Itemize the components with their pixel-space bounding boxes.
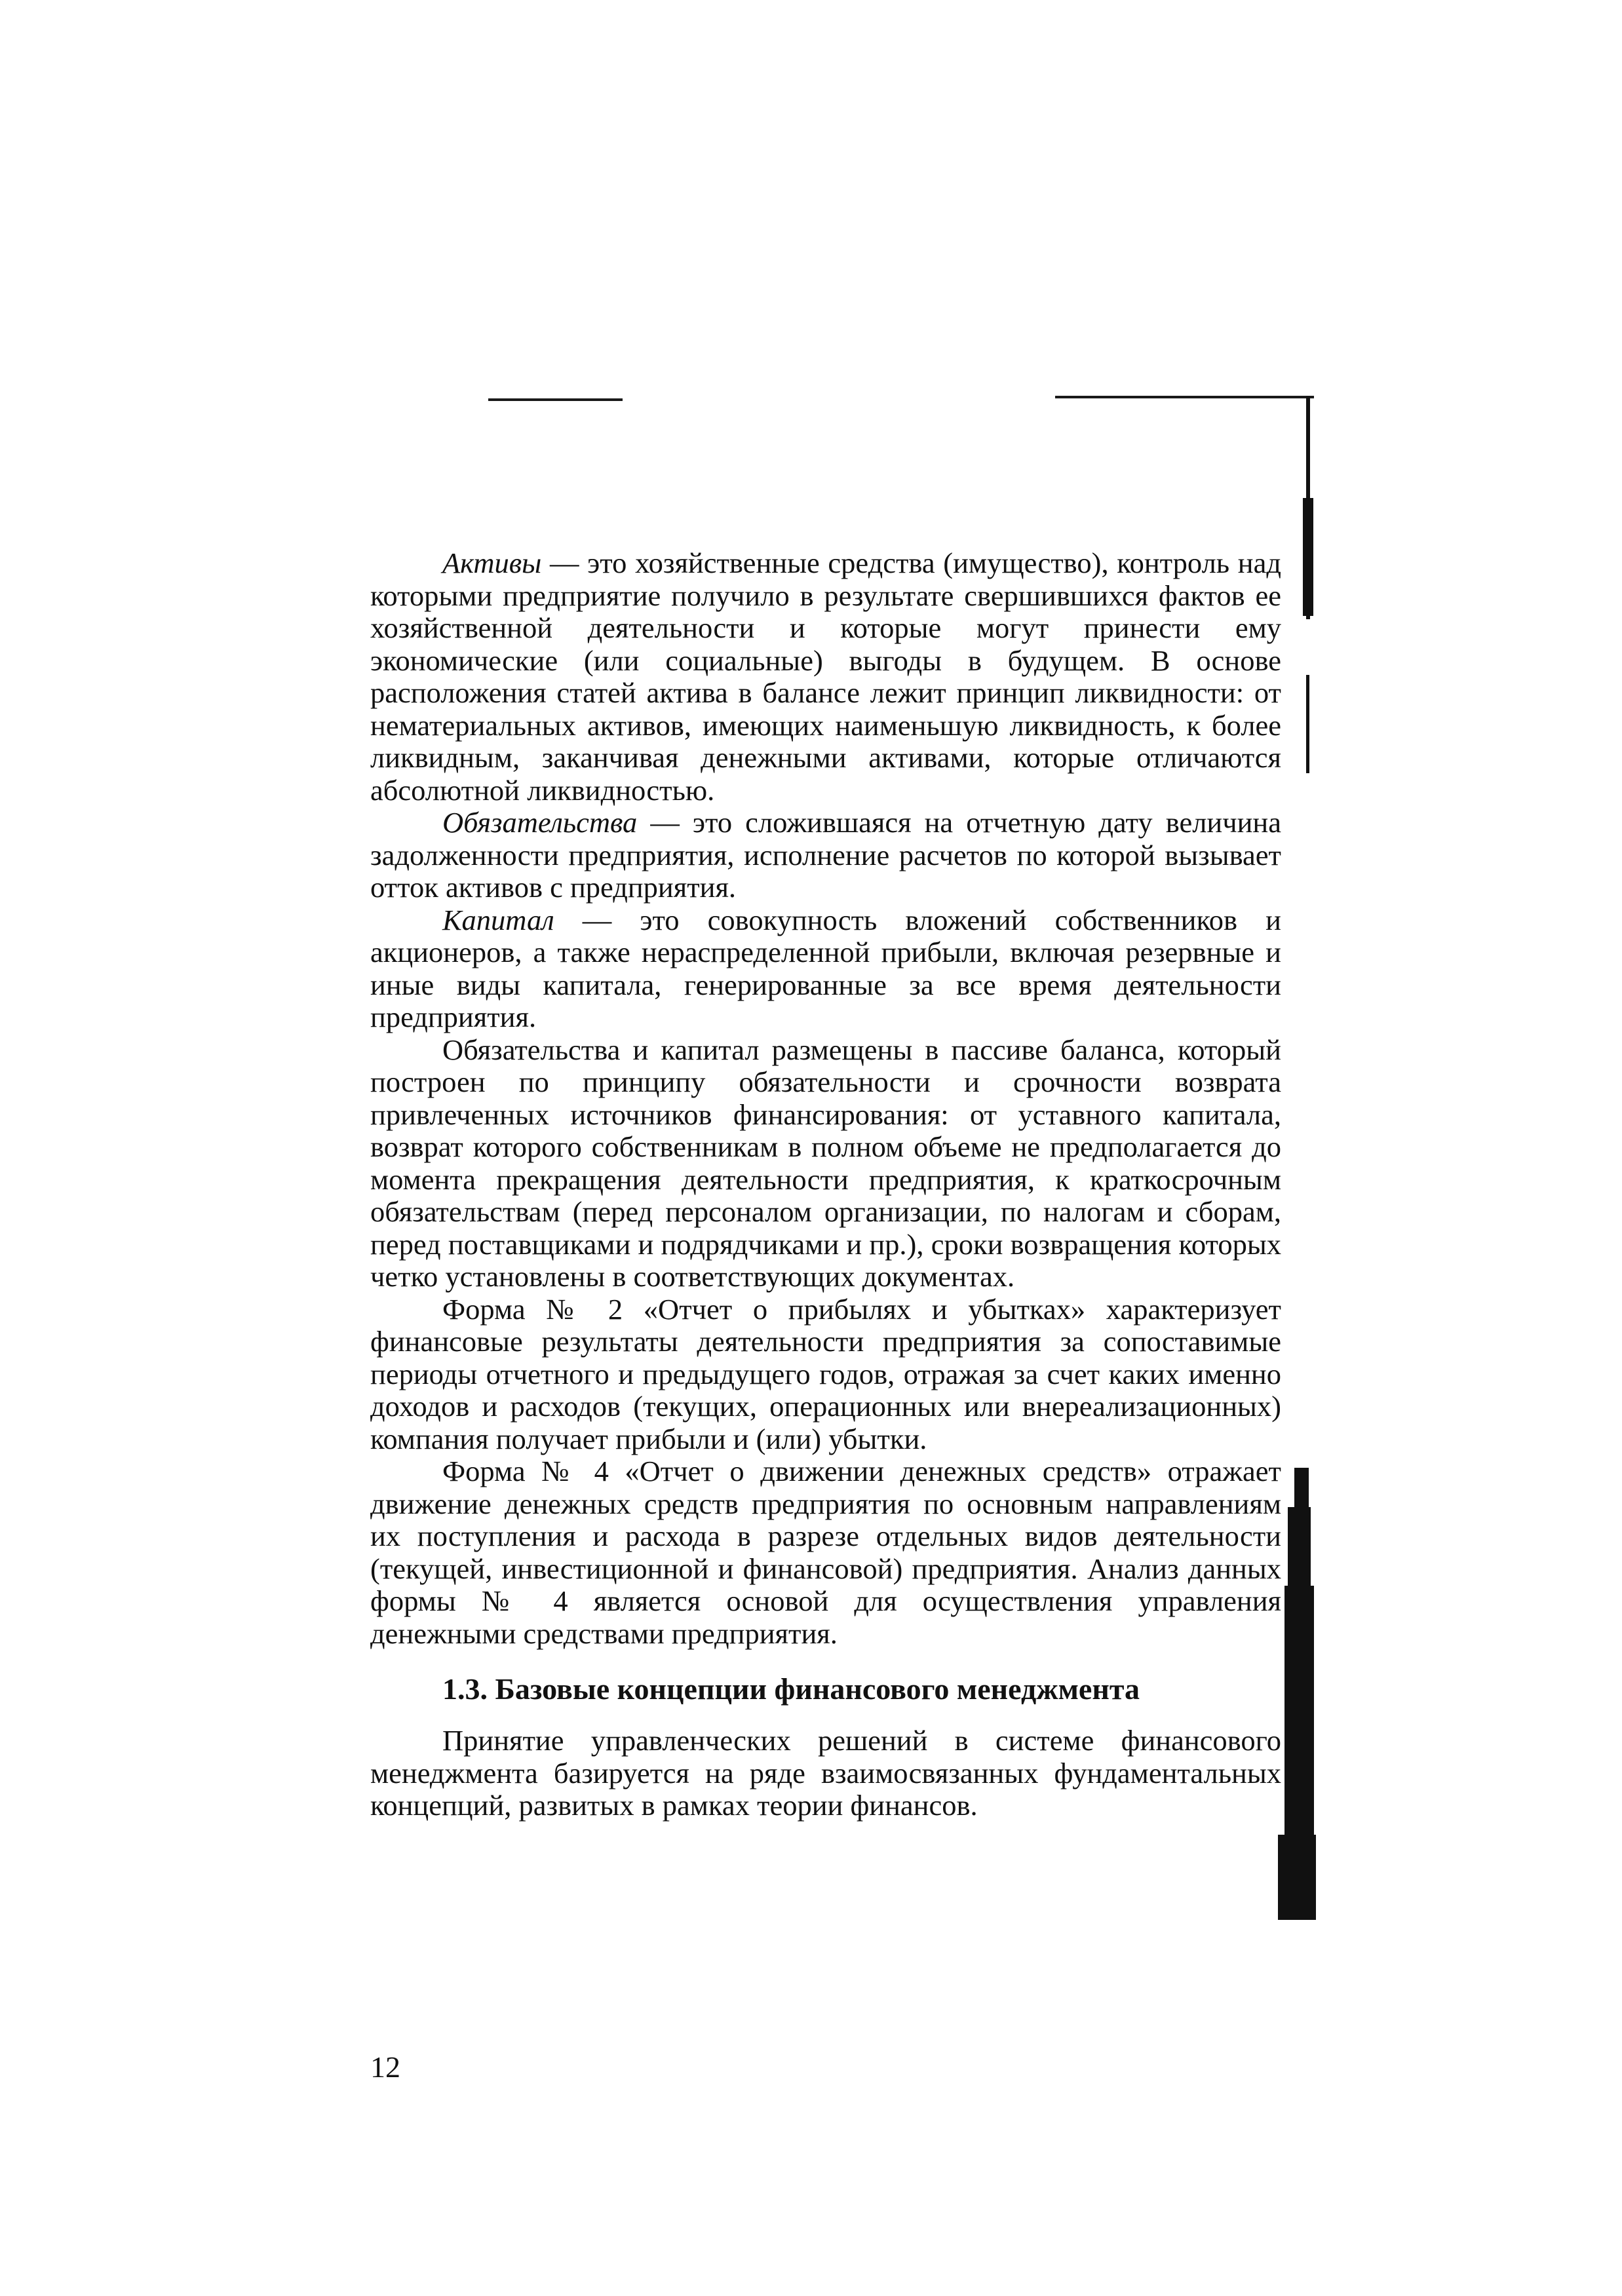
paragraph-form-2: [370, 1293, 1281, 1456]
paragraph-text: Обязательства и капитал размещены в пассиве баланса, который построен по принципу обязательности и срочности возврата привлеченных источников финансирования: от уставного капитала, возврат которого собственникам в полном объеме не предполагается до момента прекращения деятельности предприятия, к краткосрочным обязательствам (перед персоналом организации, по налогам и сборам, перед поставщиками и подрядчиками и пр.), сроки возвращения которых четко установлены в соответствующих документах.: [370, 1033, 1281, 1293]
term-capital: Капитал: [442, 903, 554, 936]
scan-edge-shadow: [1284, 1586, 1314, 1835]
paragraph-text: — это сложившаяся на отчетную дату величина задолженности предприятия, исполнение расчетов по которой вызывает отток активов с предприятия.: [370, 806, 1281, 904]
header-rule-left: [488, 398, 623, 401]
scan-edge-shadow: [1278, 1835, 1316, 1920]
term-liabilities: Обязательства: [442, 806, 638, 839]
scan-edge-shadow: [1294, 1468, 1309, 1507]
paragraph-text: Принятие управленческих решений в системе финансового менеджмента базируется на ряде взаимосвязанных фундаментальных концепций, развитых в рамках теории финансов.: [370, 1724, 1281, 1822]
paragraph-text: Форма № 4 «Отчет о движении денежных средств» отражает движение денежных средств предприятия по основным направлениям их поступления и расхода в разрезе отдельных видов деятельности (текущей, инвестиционной и финансовой) предприятия. Анализ данных формы № 4 является основой для осуществления управления денежными средствами предприятия.: [370, 1455, 1281, 1650]
page-body: [370, 547, 1281, 1822]
scan-edge-shadow: [1306, 675, 1309, 773]
paragraph-text: — это совокупность вложений собственников и акционеров, а также нераспределенной прибыли, включая резервные и иные виды капитала, генерированные за все время деятельности предприятия.: [370, 903, 1281, 1033]
paragraph-text: Форма № 2 «Отчет о прибылях и убытках» характеризует финансовые результаты деятельности предприятия за сопоставимые периоды отчетного и предыдущего годов, отражая за счет каких именно доходов и расходов (текущих, операционных или внереализационных) компания получает прибыли и (или) убытки.: [370, 1292, 1281, 1455]
paragraph-text: — это хозяйственные средства (имущество), контроль над которыми предприятие получило в результате свершившихся фактов ее хозяйственной деятельности и которые могут принести ему экономические (или социальные) выгоды в будущем. В основе расположения статей актива в балансе лежит принцип ликвидности: от нематериальных активов, имеющих наименьшую ликвидность, к более ликвидным, заканчивая денежными активами, которые отличаются абсолютной ликвидностью.: [370, 546, 1281, 807]
paragraph-assets: [370, 547, 1281, 807]
section-heading: 1.3. Базовые концепции финансового менеджмента: [442, 1672, 1140, 1706]
page-number: 12: [370, 2050, 400, 2084]
term-assets: Активы: [442, 546, 542, 579]
scan-edge-shadow: [1303, 498, 1313, 616]
paragraph-balance-liabilities: [370, 1034, 1281, 1293]
paragraph-section-intro: [370, 1725, 1281, 1822]
header-rule-right: [1055, 396, 1314, 398]
paragraph-capital: [370, 904, 1281, 1034]
paragraph-liabilities: [370, 807, 1281, 904]
paragraph-form-4: [370, 1455, 1281, 1650]
scan-edge-shadow: [1288, 1507, 1311, 1586]
